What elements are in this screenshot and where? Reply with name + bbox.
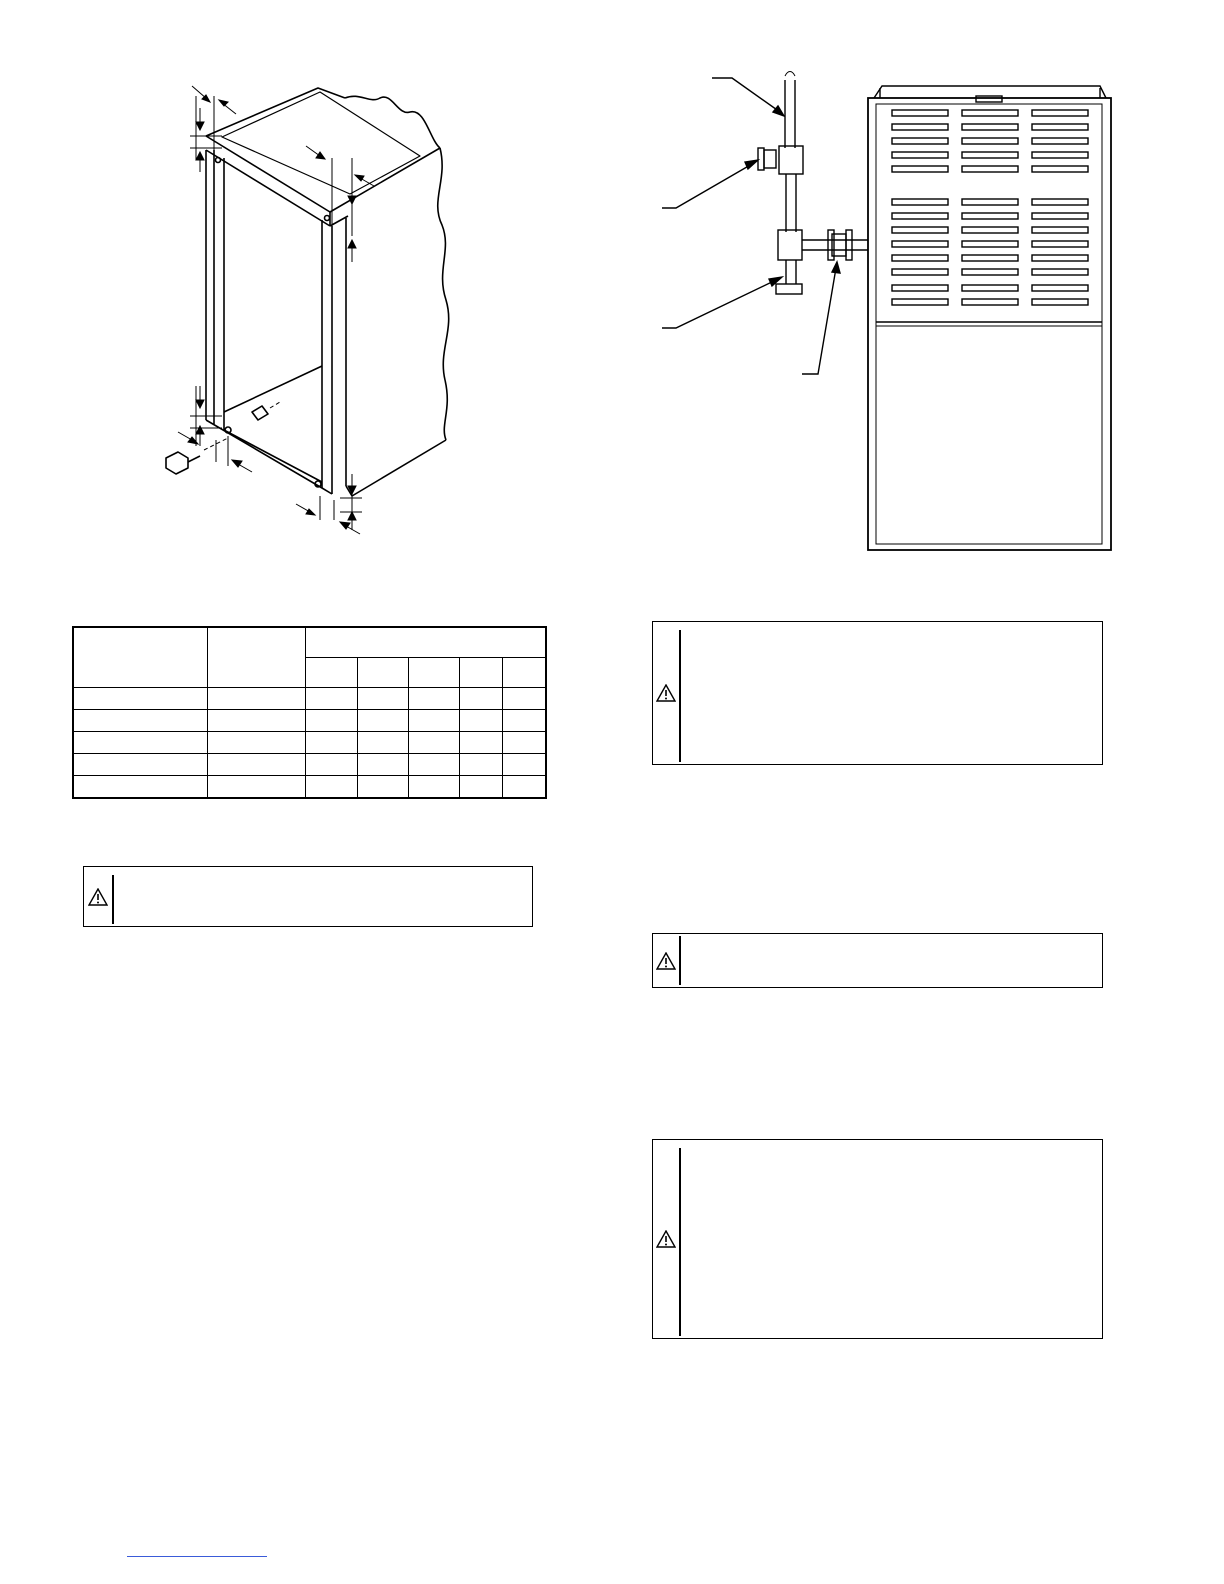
gas-piping-drawing (650, 70, 1120, 560)
footer-link[interactable] (127, 1556, 267, 1557)
table-cell (357, 709, 408, 731)
table-cell (73, 709, 207, 731)
table-cell (502, 687, 546, 709)
table-cell (357, 754, 408, 776)
caution-separator (679, 936, 681, 985)
table-cell (502, 776, 546, 798)
table-cell (408, 732, 459, 754)
caution-box-left (83, 866, 533, 927)
table-cell (357, 687, 408, 709)
table-subheader-cell (305, 657, 357, 687)
table-cell (459, 754, 502, 776)
table-cell (207, 754, 305, 776)
table-header-row (73, 627, 546, 657)
table-subheader-cell (502, 657, 546, 687)
table-header-cell (73, 627, 207, 687)
table-cell (408, 687, 459, 709)
gas-piping-figure (650, 70, 1120, 560)
table-cell (459, 709, 502, 731)
table-cell (502, 754, 546, 776)
caution-separator (112, 875, 114, 924)
caution-separator (679, 630, 681, 762)
table-cell (73, 776, 207, 798)
table-cell (305, 754, 357, 776)
spec-table (72, 626, 547, 799)
table-cell (459, 732, 502, 754)
caution-box-right-3 (652, 1139, 1103, 1339)
table-cell (459, 687, 502, 709)
table-cell (207, 732, 305, 754)
table-subheader-cell (459, 657, 502, 687)
table-cell (305, 776, 357, 798)
caution-box-right-2 (652, 933, 1103, 988)
cabinet-leveling-figure (150, 70, 480, 550)
warning-triangle-icon (84, 867, 112, 926)
table-header-cell (207, 627, 305, 687)
table-cell (408, 709, 459, 731)
warning-triangle-icon (653, 1140, 679, 1338)
table-cell (73, 687, 207, 709)
table-cell (408, 754, 459, 776)
table-cell (305, 687, 357, 709)
table-cell (305, 732, 357, 754)
caution-box-right-1 (652, 621, 1103, 765)
caution-separator (679, 1148, 681, 1336)
table-row (73, 709, 546, 731)
louver-grid (892, 110, 1088, 305)
table-cell (502, 709, 546, 731)
cabinet-drawing (150, 70, 480, 550)
table-subheader-cell (357, 657, 408, 687)
table-cell (408, 776, 459, 798)
table-cell (459, 776, 502, 798)
table-row (73, 754, 546, 776)
table-cell (207, 776, 305, 798)
table-cell (357, 776, 408, 798)
table-cell (305, 709, 357, 731)
warning-triangle-icon (653, 934, 679, 987)
table-cell (357, 732, 408, 754)
warning-triangle-icon (653, 622, 679, 764)
table-cell (502, 732, 546, 754)
table-subheader-cell (408, 657, 459, 687)
table-cell (207, 687, 305, 709)
table-row (73, 732, 546, 754)
table-cell (73, 754, 207, 776)
table-row (73, 776, 546, 798)
table-cell (73, 732, 207, 754)
table-header-group (305, 627, 546, 657)
table-row (73, 687, 546, 709)
table-cell (207, 709, 305, 731)
